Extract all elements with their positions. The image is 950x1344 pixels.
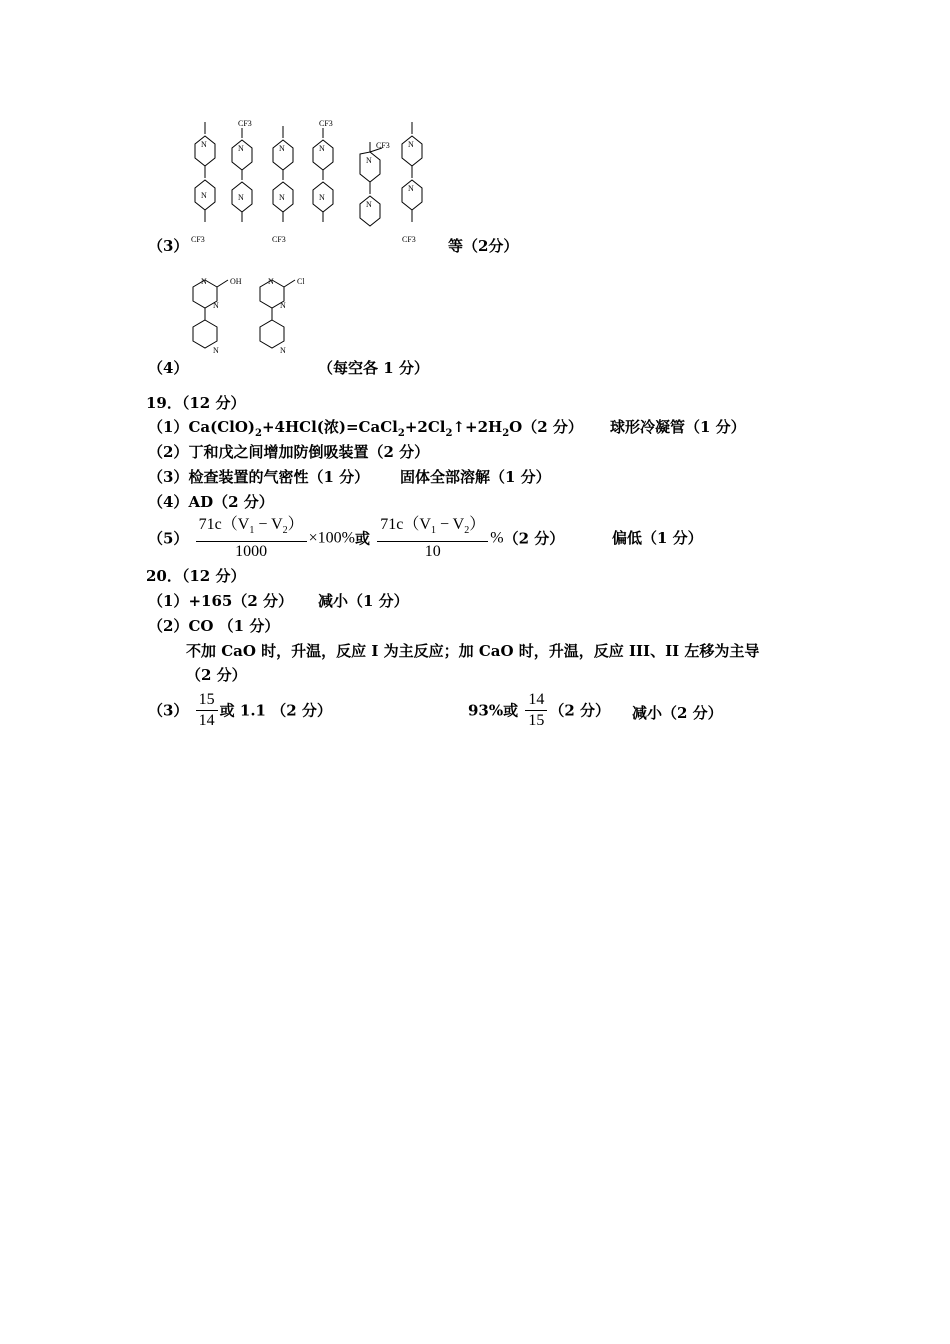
q20-line2: （2）CO （1 分） bbox=[148, 617, 280, 635]
q20-line2b: 不加 CaO 时，升温，反应 I 为主反应；加 CaO 时，升温，反应 III、II 左移为主导 bbox=[186, 642, 760, 660]
q19-line5: （5） $\frac{71c(V_1 - V_2)}{1000}$ ×100%或 $\frac{71c(V_1 - V_2)}{10}$ %（2 分） bbox=[148, 516, 565, 561]
q20-line3: （3） $\frac{15}{14}$ 或 1.1 （2 分） bbox=[148, 691, 332, 729]
q20-line2c: （2 分） bbox=[186, 666, 247, 684]
q4-note: （每空各 1 分） bbox=[318, 359, 429, 377]
q3-structures bbox=[180, 118, 440, 258]
q19-line2: （2）丁和戊之间增加防倒吸装置（2 分） bbox=[148, 443, 430, 461]
q19-line3: （3）检查装置的气密性（1 分） bbox=[148, 468, 370, 486]
svg-text:OH: OH bbox=[230, 277, 242, 286]
q20-line1-right: 减小（1 分） bbox=[318, 592, 409, 610]
svg-text:N: N bbox=[408, 140, 414, 149]
svg-text:N: N bbox=[280, 301, 286, 310]
svg-text:N: N bbox=[366, 200, 372, 209]
q19-line1: $(1)Ca(ClO)_2+4HCl$(浓)$=CaCl_2+2Cl_2↑+2H_2O(2$ 分） bbox=[148, 418, 583, 439]
q20-line3-mid: 93%或 $\frac{14}{15}$ （2 分） bbox=[468, 691, 611, 729]
svg-text:N: N bbox=[319, 144, 325, 153]
svg-text:N: N bbox=[280, 346, 286, 355]
q19-title: 19．（12 分） bbox=[146, 394, 246, 412]
svg-text:N: N bbox=[319, 193, 325, 202]
svg-text:CF3: CF3 bbox=[272, 235, 286, 244]
q19-line1-right: 球形冷凝管（1 分） bbox=[610, 418, 746, 436]
q19-line3-right: 固体全部溶解（1 分） bbox=[400, 468, 551, 486]
q4-label: （4） bbox=[148, 359, 189, 377]
svg-text:N: N bbox=[213, 346, 219, 355]
q19-fraction-2: $\frac{71c(V_1 - V_2)}{10}$ bbox=[377, 515, 488, 562]
svg-text:N: N bbox=[268, 277, 274, 286]
svg-text:Cl: Cl bbox=[297, 277, 305, 286]
svg-text:N: N bbox=[408, 184, 414, 193]
svg-text:N: N bbox=[279, 193, 285, 202]
svg-text:N: N bbox=[238, 193, 244, 202]
svg-text:N: N bbox=[213, 301, 219, 310]
q19-line4: （4）AD（2 分） bbox=[148, 493, 274, 511]
svg-text:CF3: CF3 bbox=[191, 235, 205, 244]
svg-text:N: N bbox=[201, 140, 207, 149]
q20-fraction-1: $\frac{15}{14}$ bbox=[196, 690, 218, 731]
q19-line5-right: 偏低（1 分） bbox=[612, 529, 703, 547]
svg-text:N: N bbox=[201, 277, 207, 286]
svg-text:CF3: CF3 bbox=[238, 119, 252, 128]
svg-text:CF3: CF3 bbox=[402, 235, 416, 244]
svg-text:N: N bbox=[238, 144, 244, 153]
svg-text:CF3: CF3 bbox=[319, 119, 333, 128]
q20-title: 20．（12 分） bbox=[146, 567, 246, 585]
q3-score: 等（2分） bbox=[448, 237, 519, 255]
q20-line3-right: 减小（2 分） bbox=[632, 704, 723, 722]
svg-text:N: N bbox=[201, 191, 207, 200]
svg-text:N: N bbox=[279, 144, 285, 153]
q20-fraction-2: $\frac{14}{15}$ bbox=[525, 690, 547, 731]
q20-line1: （1）+165（2 分） bbox=[148, 592, 293, 610]
svg-text:N: N bbox=[366, 156, 372, 165]
q19-fraction-1: $\frac{71c(V_1 - V_2)}{1000}$ bbox=[196, 515, 307, 562]
q3-label: （3） bbox=[148, 237, 189, 255]
q4-structures bbox=[180, 270, 320, 370]
svg-text:CF3: CF3 bbox=[376, 141, 390, 150]
